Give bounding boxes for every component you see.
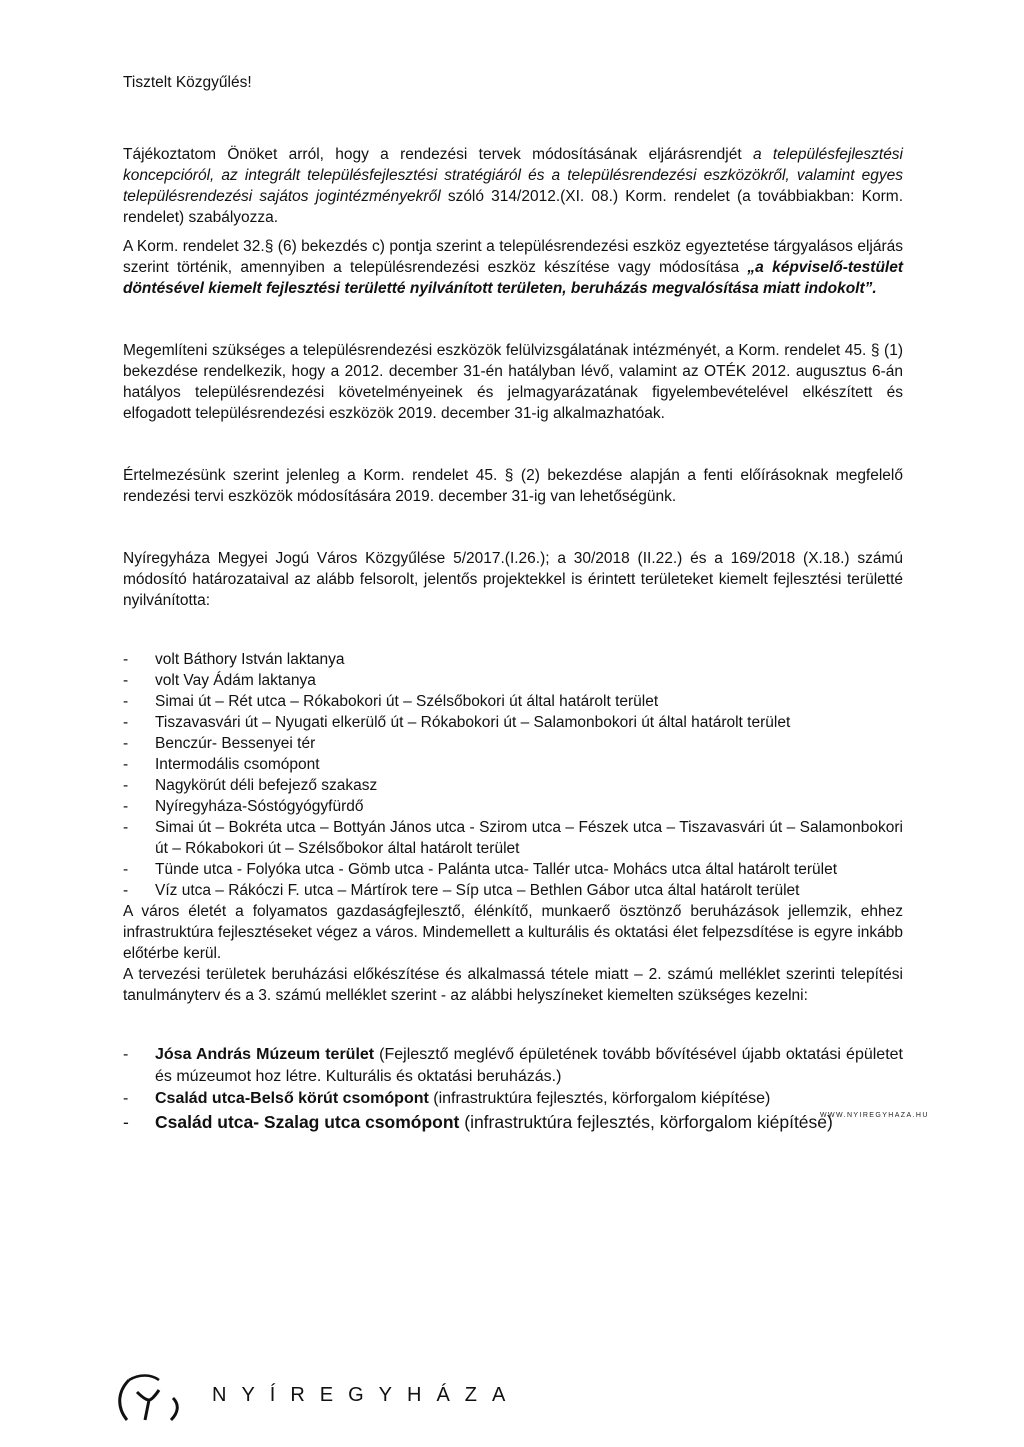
footer-website: WWW.NYIREGYHAZA.HU [820,1112,929,1119]
list-item: - Simai út – Bokréta utca – Bottyán János utca - Szirom utca – Fészek utca – Tiszavasvári út – Salamonbokori út – Rókabokori út – Szélsőbokor által határolt terület [123,817,903,859]
paragraph-planning: A tervezési területek beruházási előkészítése és alkalmassá tétele miatt – 2. számú melléklet szerinti telepítési tanulmányterv és a 3. számú melléklet szerint - az alábbi helyszíneket kiemelten szükséges kezelni: [123,966,903,1004]
list-item: - Tünde utca - Folyóka utca - Gömb utca - Palánta utca- Tallér utca- Mohács utca által határolt terület [123,859,903,880]
development-area-list [123,649,903,901]
site-name: Jósa András Múzeum terület [155,1046,375,1063]
procedure-text: A Korm. rendelet 32.§ (6) bekezdés c) pontja szerint a településrendezési eszköz egyeztetése tárgyalásos eljárás szerint történik, amennyiben a településrendezési eszköz készítése vagy módosítása [123,238,903,276]
intro-text-3: szóló 314/2012.(XI. 08.) Korm. rendelet (a továbbiakban: Korm. rendelet) szabályozza. [123,188,903,226]
paragraph-intro [123,144,903,228]
paragraph-interpretation: Értelmezésünk szerint jelenleg a Korm. rendelet 45. § (2) bekezdése alapján a fenti előírásoknak megfelelő rendezési tervi eszközök módosítására 2019. december 31-ig van lehetőségünk. [123,467,903,505]
list-item: - Tiszavasvári út – Nyugati elkerülő út – Rókabokori út – Salamonbokori út által határolt terület [123,712,903,733]
site-description: (infrastruktúra fejlesztés, körforgalom kiépítése) [428,1090,771,1107]
list-item: - Nyíregyháza-Sóstógyógyfürdő [123,796,903,817]
list-item [123,1088,903,1110]
paragraph-review: Megemlíteni szükséges a településrendezési eszközök felülvizsgálatának intézményét, a Korm. rendelet 45. § (1) bekezdése rendelkezik, hogy a 2012. december 31-én hatályban lévő, valamint az OTÉK 2012. augusztus 6-án hatályos településrendezési követelményeinek és jelmagyarázatának figyelembevételével elkészített és elfogadott településrendezési eszközök 2019. december 31-ig alkalmazhatóak. [123,342,903,422]
list-item: - volt Vay Ádám laktanya [123,670,903,691]
city-logo-icon [115,1370,195,1426]
list-item: - Víz utca – Rákóczi F. utca – Mártírok tere – Síp utca – Bethlen Gábor utca által határolt terület [123,880,903,901]
list-item: - volt Báthory István laktanya [123,649,903,670]
site-description: (Fejlesztő meglévő épületének tovább bővítésével újabb oktatási épületet és múzeumot hoz létre. Kulturális és oktatási beruházás.) [155,1046,903,1085]
priority-site-list [123,1044,903,1134]
document-body [123,72,903,1134]
intro-text-law-title: a településfejlesztési koncepcióról, az integrált településfejlesztési stratégiáról és a településrendezési eszközökről, valamint egyes településrendezési sajátos jogintézményekről [123,146,904,205]
paragraph-resolutions: Nyíregyháza Megyei Jogú Város Közgyűlése 5/2017.(I.26.); a 30/2018 (II.22.) és a 169/2018 (X.18.) számú módosító határozataival az alább felsorolt, jelentős projektekkel is érintett területeket kiemelt fejlesztési területté nyilvánította: [123,550,903,609]
site-name: Család utca- Szalag utca csomópont [155,1112,460,1132]
list-item: - Nagykörút déli befejező szakasz [123,775,903,796]
footer-brand: NYÍREGYHÁZA [212,1384,521,1406]
intro-text-1: Tájékoztatom Önöket arról, hogy a rendezési tervek módosításának eljárásrendjét [123,146,753,163]
procedure-quote: „a képviselő-testület döntésével kiemelt fejlesztési területté nyilvánított területen, beruházás megvalósítása miatt indokolt”. [123,259,904,297]
site-description: (infrastruktúra fejlesztés, körforgalom kiépítése) [459,1112,833,1132]
paragraph-city-life: A város életét a folyamatos gazdaságfejlesztő, élénkítő, munkaerő ösztönző beruházások jellemzik, ehhez infrastruktúra fejlesztéseket végez a város. Mindemellett a kulturális és oktatási élet felpezsdítése is egyre inkább előtérbe kerül. [123,903,903,962]
list-item: - Simai út – Rét utca – Rókabokori út – Szélsőbokori út által határolt terület [123,691,903,712]
list-item [123,1044,903,1088]
list-item [123,1110,903,1134]
list-item: - Benczúr- Bessenyei tér [123,733,903,754]
salutation: Tisztelt Közgyűlés! [123,74,252,91]
list-item: - Intermodális csomópont [123,754,903,775]
site-name: Család utca-Belső körút csomópont [155,1090,429,1107]
paragraph-procedure [123,236,903,299]
